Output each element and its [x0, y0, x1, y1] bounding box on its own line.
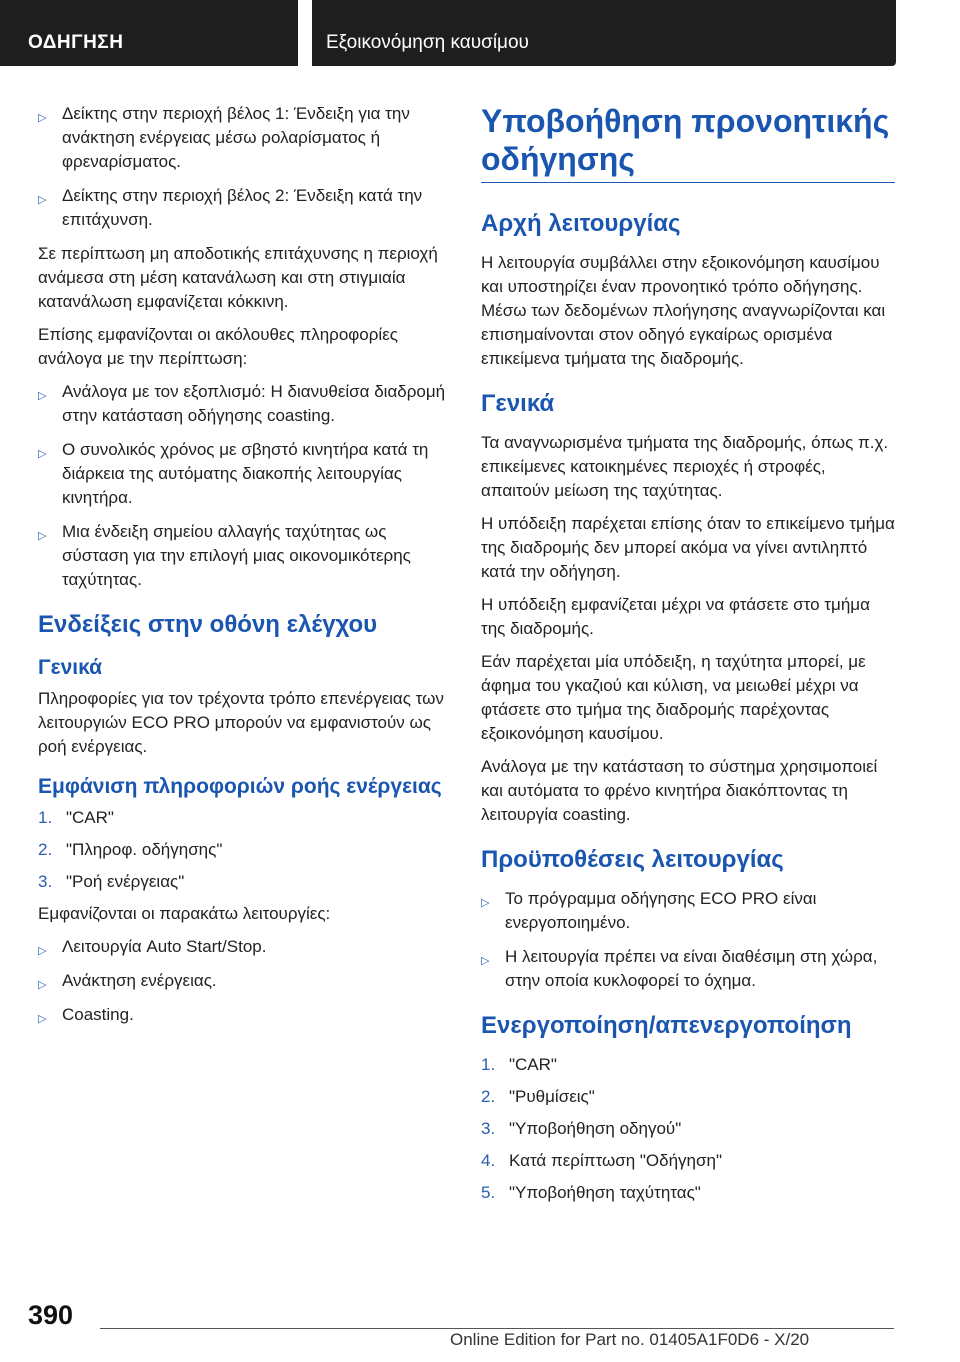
triangle-bullet-icon: ▷ [38, 979, 47, 991]
paragraph: Πληροφορίες για τον τρέχοντα τρόπο επενέργειας των λειτουργιών ECO PRO μπορούν να εμφανιστούν ως ροή ενέργειας. [38, 689, 444, 756]
chapter-tab: Εξοικονόμηση καυσίμου [312, 0, 896, 66]
paragraph: Η υπόδειξη παρέχεται επίσης όταν το επικείμενο τμήμα της διαδρομής δεν μπορεί ακόμα να γίνει αντιληπτό κατά την οδήγηση. [481, 514, 895, 581]
paragraph: Ανάλογα με την κατάσταση το σύστημα χρησιμοποιεί και αυτόματα το φρένο κινητήρα διακόπτοντας τη λειτουργία coasting. [481, 757, 878, 824]
subsection-heading: Εμφάνιση πληροφοριών ροής ενέργειας [38, 775, 442, 798]
list-item: ▷ Μια ένδειξη σημείου αλλαγής ταχύτητας ως σύσταση για την επιλογή μιας οικονομικότερης ταχύτητας. [38, 522, 411, 589]
list-item: 5. "Υποβοήθηση ταχύτητας" [481, 1183, 701, 1202]
page-header [0, 0, 960, 68]
list-item: 3. "Ροή ενέργειας" [38, 872, 185, 891]
triangle-bullet-icon: ▷ [38, 112, 47, 124]
paragraph: Τα αναγνωρισμένα τμήματα της διαδρομής, όπως π.χ. επικείμενες κατοικημένες περιοχές ή στροφές, απαιτούν μείωση της ταχύτητας. [481, 433, 889, 500]
list-item: ▷ Ο συνολικός χρόνος με σβηστό κινητήρα κατά τη διάρκεια της αυτόματης διακοπής λειτουργίας κινητήρα. [38, 440, 429, 507]
edition-text: Online Edition for Part no. 01405A1F0D6 - X/20 [450, 1330, 810, 1349]
list-item: 1. "CAR" [38, 808, 114, 827]
triangle-bullet-icon: ▷ [38, 1013, 47, 1025]
steps-list [481, 1053, 895, 1205]
requirements-list [481, 887, 895, 993]
info-list [38, 380, 446, 592]
steps-list [38, 806, 446, 894]
paragraph: Εμφανίζονται οι παρακάτω λειτουργίες: [38, 904, 331, 923]
triangle-bullet-icon: ▷ [38, 945, 47, 957]
right-column [481, 102, 895, 1213]
list-item: 3. "Υποβοήθηση οδηγού" [481, 1119, 682, 1138]
section-heading: Προϋποθέσεις λειτουργίας [481, 846, 784, 873]
triangle-bullet-icon: ▷ [38, 530, 47, 542]
list-item: 4. Κατά περίπτωση "Οδήγηση" [481, 1151, 722, 1170]
section-heading: Ενδείξεις στην οθόνη ελέγχου [38, 611, 378, 638]
paragraph: Επίσης εμφανίζονται οι ακόλουθες πληροφορίες ανάλογα με την περίπτωση: [38, 325, 398, 368]
triangle-bullet-icon: ▷ [481, 955, 490, 967]
section-heading: Γενικά [481, 390, 555, 417]
list-item: ▷ Η λειτουργία πρέπει να είναι διαθέσιμη στη χώρα, στην οποία κυκλοφορεί το όχημα. [481, 947, 878, 990]
functions-list [38, 935, 446, 1027]
left-column [38, 102, 446, 1037]
subsection-heading: Γενικά [38, 656, 103, 679]
section-heading: Αρχή λειτουργίας [481, 210, 681, 237]
paragraph: Η υπόδειξη εμφανίζεται μέχρι να φτάσετε στο τμήμα της διαδρομής. [481, 595, 870, 638]
triangle-bullet-icon: ▷ [38, 390, 47, 402]
list-item: ▷ Το πρόγραμμα οδήγησης ECO PRO είναι ενεργοποιημένο. [481, 889, 817, 932]
list-item: ▷ Λειτουργία Auto Start/Stop. [38, 935, 446, 959]
list-item: 1. "CAR" [481, 1055, 557, 1074]
triangle-bullet-icon: ▷ [481, 897, 490, 909]
page-title: Υποβοήθηση προνοητικής οδήγησης [481, 102, 895, 183]
list-item: ▷ Ανάκτηση ενέργειας. [38, 969, 446, 993]
list-item: ▷ Δείκτης στην περιοχή βέλος 1: Ένδειξη για την ανάκτηση ενέργειας μέσω ρολαρίσματος ή φρεναρίσματος. [38, 104, 410, 171]
footer-divider [100, 1328, 894, 1329]
list-item: ▷ Ανάλογα με τον εξοπλισμό: Η διανυθείσα διαδρομή στην κατάσταση οδήγησης coasting. [38, 382, 446, 425]
list-item: ▷ Δείκτης στην περιοχή βέλος 2: Ένδειξη κατά την επιτάχυνση. [38, 186, 423, 229]
list-item: ▷ Coasting. [38, 1003, 446, 1027]
list-item: 2. "Πληροφ. οδήγησης" [38, 840, 223, 859]
triangle-bullet-icon: ▷ [38, 448, 47, 460]
page-number: 390 [28, 1300, 74, 1330]
section-heading: Ενεργοποίηση/απενεργοποίηση [481, 1012, 852, 1039]
section-tab: ΟΔΗΓΗΣΗ [0, 0, 298, 66]
paragraph: Η λειτουργία συμβάλλει στην εξοικονόμηση καυσίμου και υποστηρίζει έναν προνοητικό τρόπο οδήγησης. Μέσω των δεδομένων πλοήγησης αναγνωρίζονται και επισημαίνονται στον οδηγό εγκαίρως ορισμένα επικείμενα τμήματα της διαδρομής. [481, 253, 886, 368]
paragraph: Εάν παρέχεται μία υπόδειξη, η ταχύτητα μπορεί, με άφημα του γκαζιού και κύλιση, να μειωθεί μέχρι να φτάσετε στο τμήμα της διαδρομής παρέχοντας εξοικονόμηση καυσίμου. [481, 652, 866, 743]
triangle-bullet-icon: ▷ [38, 194, 47, 206]
arrow-list [38, 102, 446, 232]
paragraph: Σε περίπτωση μη αποδοτικής επιτάχυνσης η περιοχή ανάμεσα στη μέση κατανάλωση και στη στιγμιαία κατανάλωση εμφανίζεται κόκκινη. [38, 244, 438, 311]
list-item: 2. "Ρυθμίσεις" [481, 1087, 595, 1106]
